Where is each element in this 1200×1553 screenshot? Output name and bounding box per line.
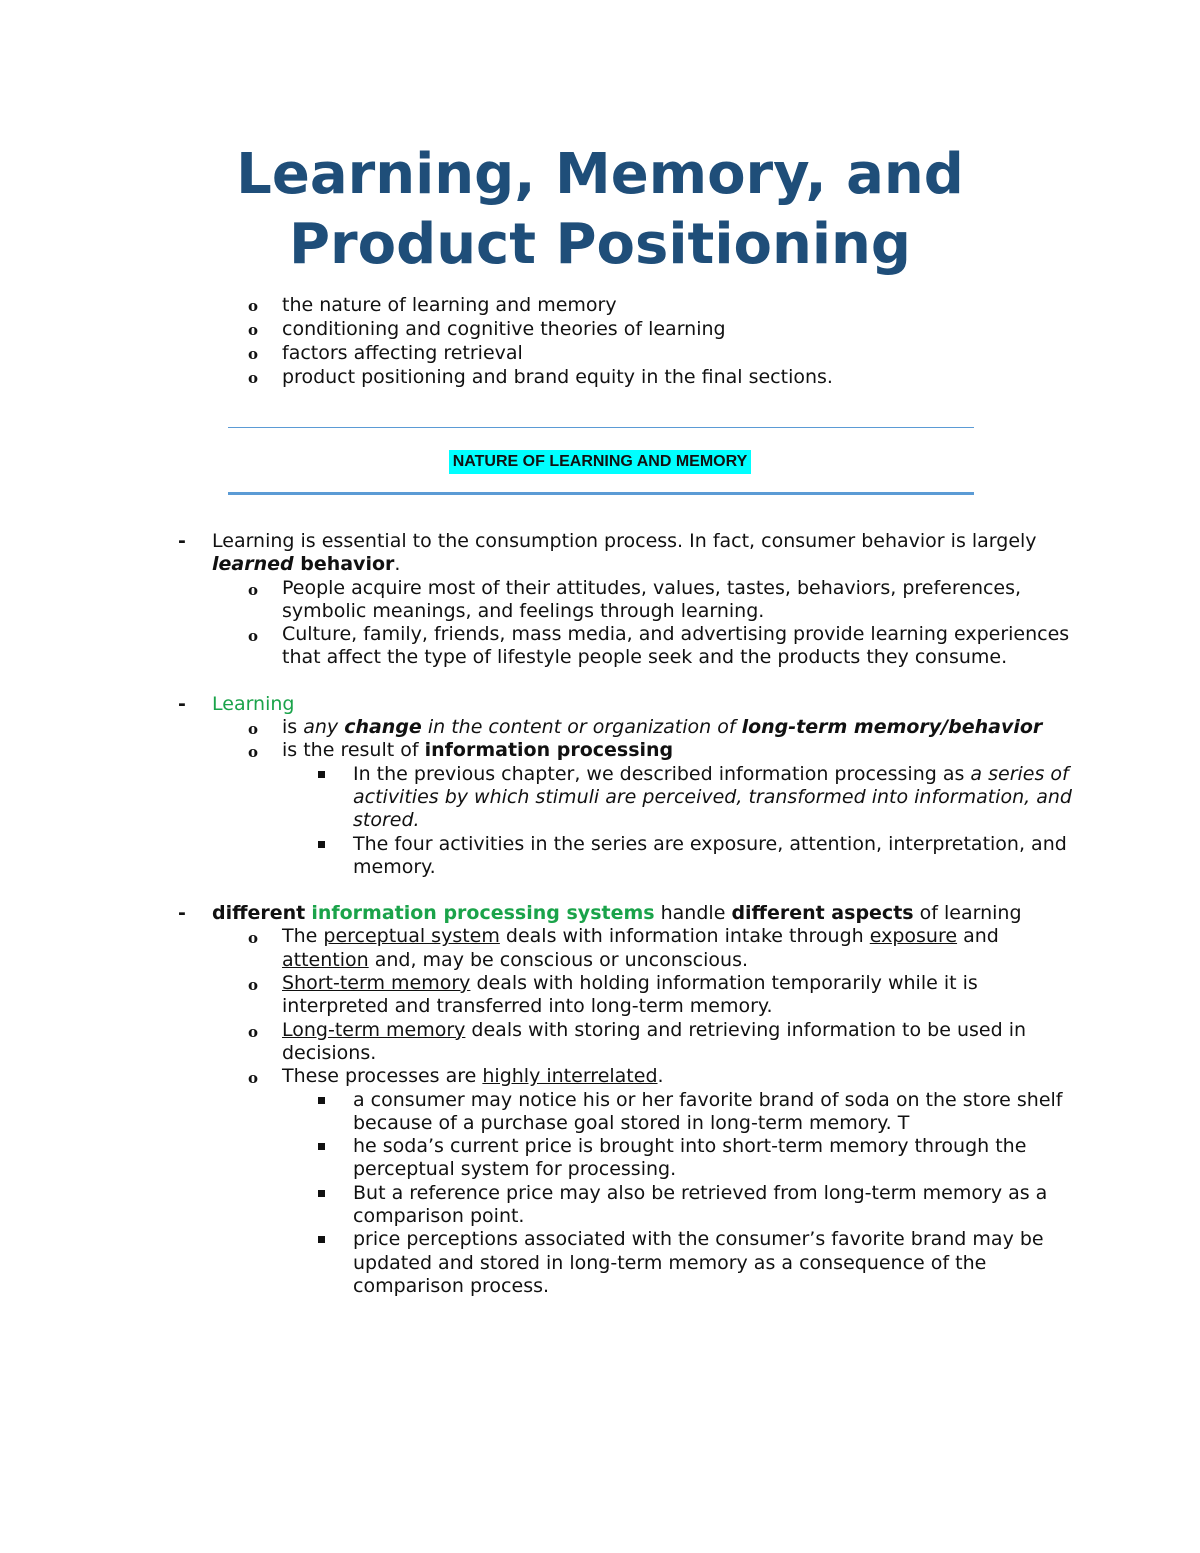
list-item: - different information processing systems handle different aspects of learning [178, 902, 1022, 925]
dash-bullet-icon: - [178, 692, 186, 715]
circle-bullet-icon: o [248, 976, 259, 995]
list-item: In the previous chapter, we described information processing as a series of activities by which stimuli are perceived, transformed into information, and stored. [318, 763, 1078, 833]
list-item: price perceptions associated with the consumer’s favorite brand may be updated and stored in long-term memory as a consequence of the comparison process. [318, 1228, 1078, 1298]
list-item: o Long-term memory deals with storing and retrieving information to be used in decisions. [248, 1018, 1027, 1064]
circle-bullet-icon: o [248, 369, 259, 387]
section-heading-wrap [0, 450, 1200, 474]
circle-bullet-icon: o [248, 720, 259, 739]
square-bullet-icon [318, 1190, 325, 1197]
topic-item: o the nature of learning and memory [248, 293, 833, 317]
topic-item: o product positioning and brand equity in the final sections. [248, 365, 833, 389]
square-bullet-icon [318, 841, 325, 848]
circle-bullet-icon: o [248, 580, 259, 599]
document-title: Learning, Memory, and Product Positioning [236, 142, 964, 277]
list-item: o The perceptual system deals with information intake through exposure and attention and, may be conscious or unconscious. [248, 925, 999, 971]
list-item: a consumer may notice his or her favorite brand of soda on the store shelf because of a purchase goal stored in long-term memory. T [318, 1089, 1078, 1136]
circle-bullet-icon: o [248, 345, 259, 363]
list-item: But a reference price may also be retrieved from long-term memory as a comparison point. [318, 1182, 1078, 1229]
section-heading: NATURE OF LEARNING AND MEMORY [449, 450, 752, 474]
square-bullet-icon [318, 1143, 325, 1150]
dash-bullet-icon: - [178, 902, 186, 925]
square-bullet-icon [318, 1097, 325, 1104]
circle-bullet-icon: o [248, 1022, 259, 1041]
topic-item: o conditioning and cognitive theories of learning [248, 317, 833, 341]
list-item: o People acquire most of their attitudes, values, tastes, behaviors, preferences, symbolic meanings, and feelings through learning. [248, 576, 1022, 622]
square-bullet-icon [318, 771, 325, 778]
list-item [178, 693, 1078, 716]
list-item: o is any change in the content or organization of long-term memory/behavior [248, 716, 1078, 739]
list-item: o These processes are highly interrelated. [248, 1065, 1078, 1088]
circle-bullet-icon: o [248, 1069, 259, 1088]
document-body [178, 530, 1078, 1298]
list-item: The four activities in the series are exposure, attention, interpretation, and memory. [318, 833, 1078, 880]
list-item: - Learning is essential to the consumption process. In fact, consumer behavior is largely learned behavior. [178, 530, 1037, 576]
term-heading: Learning [212, 692, 295, 715]
topic-list [248, 293, 833, 389]
circle-bullet-icon: o [248, 627, 259, 646]
circle-bullet-icon: o [248, 297, 259, 315]
circle-bullet-icon: o [248, 321, 259, 339]
topic-item: o factors affecting retrieval [248, 341, 833, 365]
list-item: o is the result of information processing [248, 739, 1078, 762]
list-item: o Culture, family, friends, mass media, and advertising provide learning experiences that affect the type of lifestyle people seek and the products they consume. [248, 623, 1070, 669]
list-item: o Short-term memory deals with holding information temporarily while it is interpreted and transferred into long-term memory. [248, 972, 978, 1018]
circle-bullet-icon: o [248, 929, 259, 948]
circle-bullet-icon: o [248, 743, 259, 762]
square-bullet-icon [318, 1236, 325, 1243]
dash-bullet-icon: - [178, 530, 186, 552]
section-rule-bottom [228, 492, 974, 495]
list-item: he soda’s current price is brought into short-term memory through the perceptual system for processing. [318, 1135, 1078, 1182]
section-rule-top [228, 427, 974, 428]
